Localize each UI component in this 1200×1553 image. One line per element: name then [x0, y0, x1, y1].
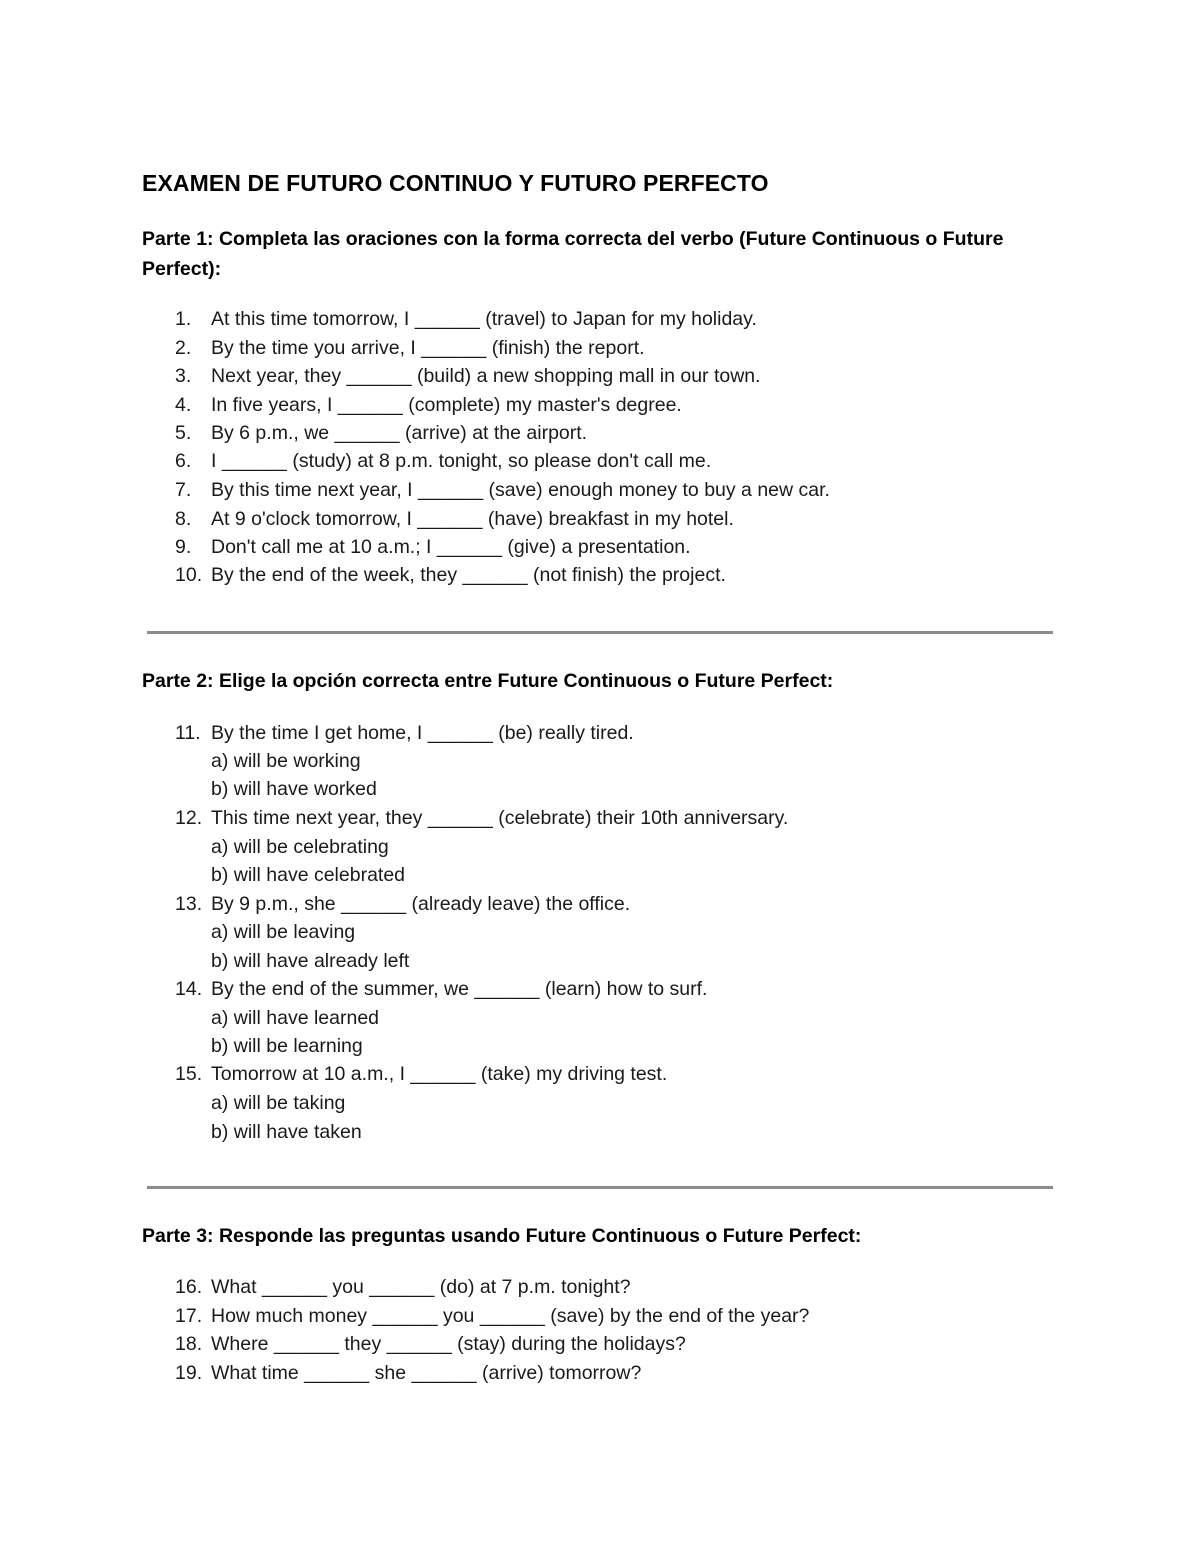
- item-text: At 9 o'clock tomorrow, I ______ (have) breakfast in my hotel.: [211, 508, 734, 530]
- option-text: a) will be taking: [211, 1092, 346, 1114]
- option-text: b) will have already left: [211, 950, 410, 972]
- item-text: I ______ (study) at 8 p.m. tonight, so please don't call me.: [211, 450, 712, 472]
- item-number: 10.: [175, 564, 203, 586]
- item-text: What time ______ she ______ (arrive) tomorrow?: [211, 1362, 642, 1384]
- item-text: By the end of the summer, we ______ (learn) how to surf.: [211, 978, 708, 1000]
- page-title: EXAMEN DE FUTURO CONTINUO Y FUTURO PERFECTO: [142, 170, 769, 196]
- option-text: a) will be celebrating: [211, 836, 389, 858]
- item-number: 6.: [175, 450, 192, 472]
- item-text: By this time next year, I ______ (save) enough money to buy a new car.: [211, 479, 830, 501]
- item-number: 15.: [175, 1063, 203, 1085]
- item-number: 5.: [175, 422, 192, 444]
- item-text: This time next year, they ______ (celebrate) their 10th anniversary.: [211, 807, 789, 829]
- item-text: By the end of the week, they ______ (not finish) the project.: [211, 564, 726, 586]
- item-text: Don't call me at 10 a.m.; I ______ (give) a presentation.: [211, 536, 691, 558]
- option-text: a) will be leaving: [211, 921, 356, 943]
- item-text: Tomorrow at 10 a.m., I ______ (take) my driving test.: [211, 1063, 668, 1085]
- item-number: 4.: [175, 394, 192, 416]
- item-text: By 6 p.m., we ______ (arrive) at the airport.: [211, 422, 588, 444]
- section-divider: [147, 631, 1053, 634]
- item-text: By the time I get home, I ______ (be) really tired.: [211, 722, 634, 744]
- item-text: At this time tomorrow, I ______ (travel) to Japan for my holiday.: [211, 308, 757, 330]
- item-number: 1.: [175, 308, 192, 330]
- item-number: 2.: [175, 337, 192, 359]
- item-number: 13.: [175, 893, 203, 915]
- item-text: Next year, they ______ (build) a new shopping mall in our town.: [211, 365, 761, 387]
- item-number: 12.: [175, 807, 203, 829]
- item-text: What ______ you ______ (do) at 7 p.m. tonight?: [211, 1276, 631, 1298]
- option-text: a) will have learned: [211, 1007, 380, 1029]
- item-number: 14.: [175, 978, 203, 1000]
- section-divider: [147, 1186, 1053, 1189]
- part3-heading: Parte 3: Responde las preguntas usando Future Continuous o Future Perfect:: [142, 1225, 862, 1247]
- option-text: b) will have worked: [211, 778, 377, 800]
- item-number: 9.: [175, 536, 192, 558]
- part1-heading: Parte 1: Completa las oraciones con la forma correcta del verbo (Future Continuous o Future Perfect):: [142, 228, 1004, 280]
- item-number: 7.: [175, 479, 192, 501]
- option-text: b) will have celebrated: [211, 864, 406, 886]
- option-text: b) will be learning: [211, 1035, 363, 1057]
- item-number: 17.: [175, 1305, 203, 1327]
- item-number: 18.: [175, 1333, 203, 1355]
- part2-heading: Parte 2: Elige la opción correcta entre Future Continuous o Future Perfect:: [142, 670, 834, 692]
- item-text: By 9 p.m., she ______ (already leave) the office.: [211, 893, 631, 915]
- item-number: 11.: [175, 722, 201, 744]
- item-number: 8.: [175, 508, 192, 530]
- item-text: In five years, I ______ (complete) my master's degree.: [211, 394, 682, 416]
- item-number: 3.: [175, 365, 192, 387]
- item-number: 19.: [175, 1362, 203, 1384]
- option-text: a) will be working: [211, 750, 361, 772]
- item-number: 16.: [175, 1276, 203, 1298]
- item-text: How much money ______ you ______ (save) by the end of the year?: [211, 1305, 810, 1327]
- option-text: b) will have taken: [211, 1121, 362, 1143]
- item-text: Where ______ they ______ (stay) during the holidays?: [211, 1333, 686, 1355]
- item-text: By the time you arrive, I ______ (finish) the report.: [211, 337, 645, 359]
